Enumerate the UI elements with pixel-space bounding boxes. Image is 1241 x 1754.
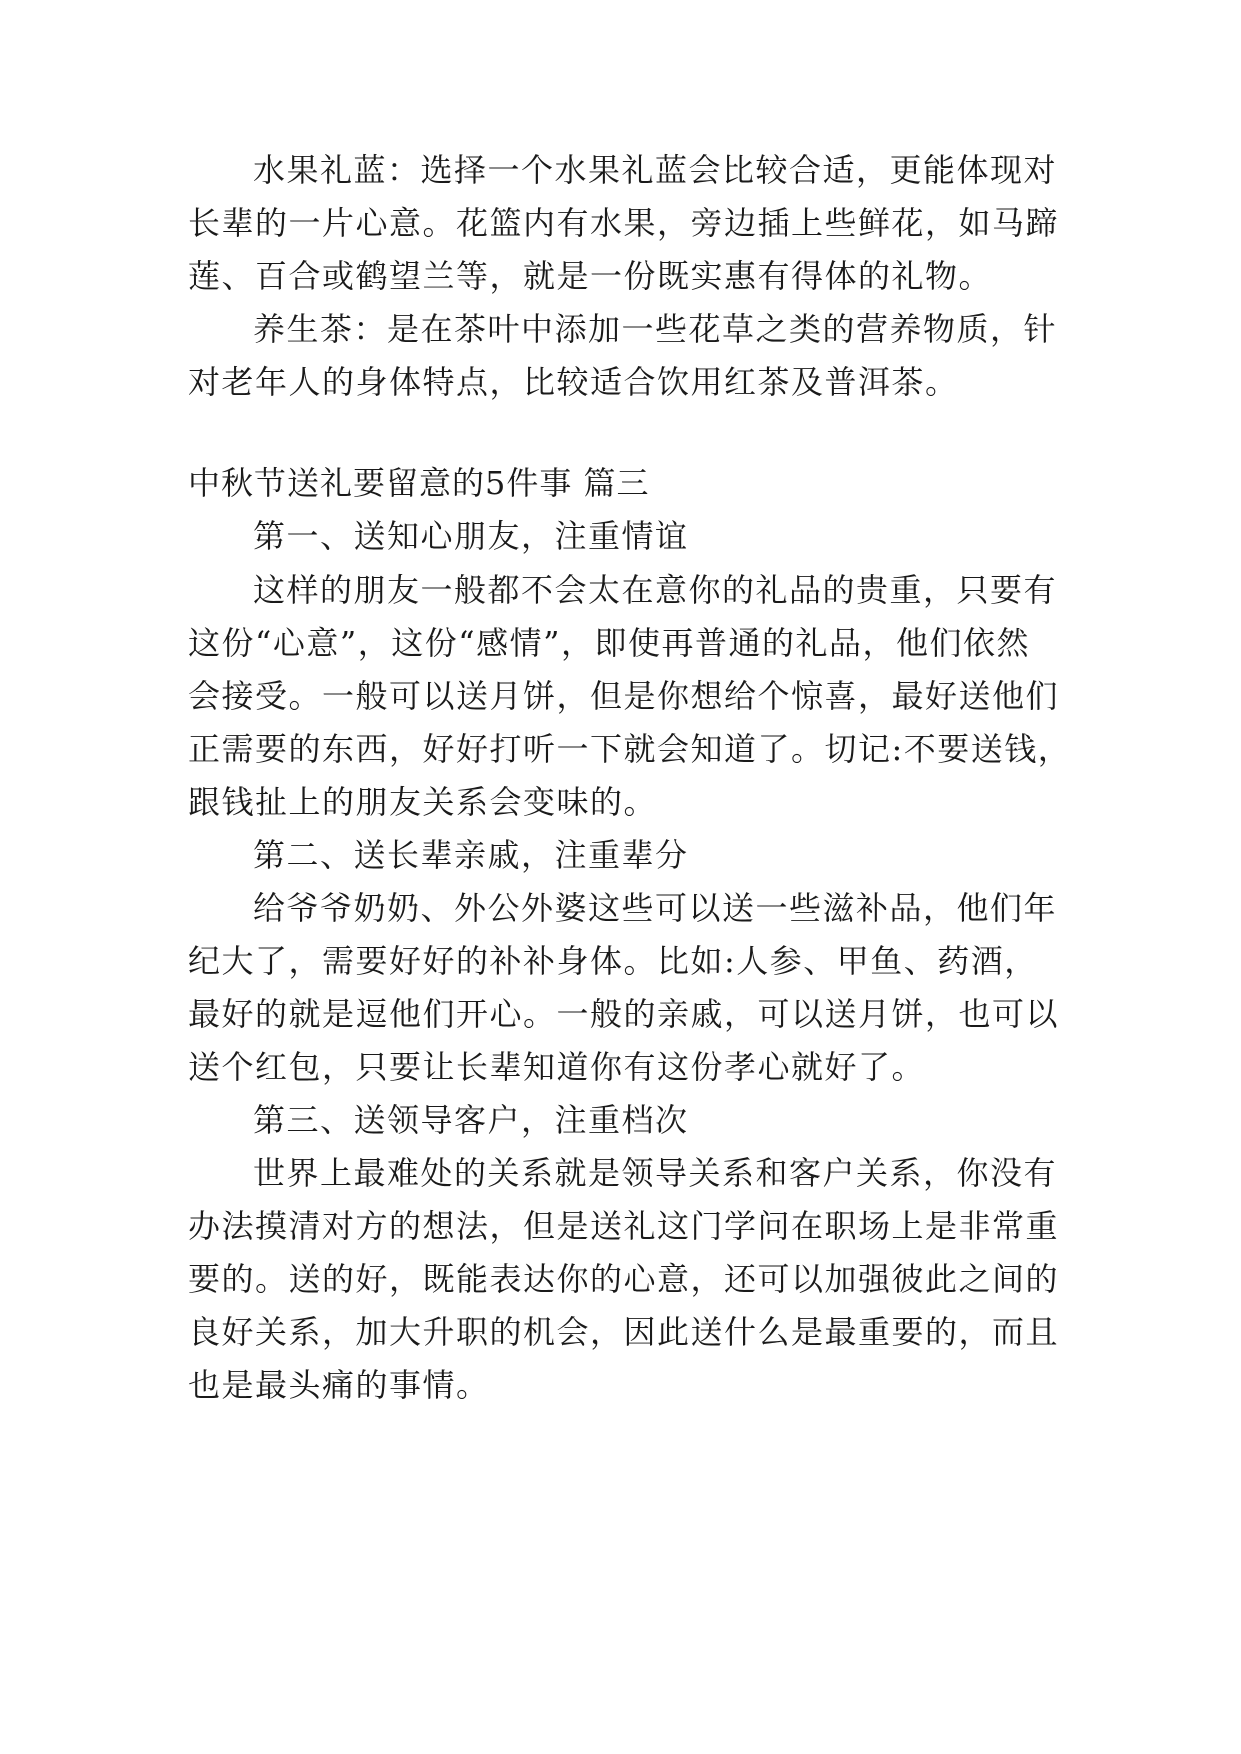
subsection-heading: 第一、送知心朋友，注重情谊 <box>253 517 689 555</box>
paragraph-line: 给爷爷奶奶、外公外婆这些可以送一些滋补品，他们年 <box>253 889 1058 927</box>
subsection-heading: 第三、送领导客户，注重档次 <box>253 1101 689 1139</box>
paragraph-line: 长辈的一片心意。花篮内有水果，旁边插上些鲜花，如马蹄 <box>188 204 1060 242</box>
paragraph-line: 良好关系，加大升职的机会，因此送什么是最重要的，而且 <box>188 1313 1060 1351</box>
paragraph-line: 最好的就是逗他们开心。一般的亲戚，可以送月饼，也可以 <box>188 995 1060 1033</box>
paragraph-line: 办法摸清对方的想法，但是送礼这门学问在职场上是非常重 <box>188 1207 1060 1245</box>
section-heading: 中秋节送礼要留意的5件事 篇三 <box>188 464 650 502</box>
paragraph-line: 水果礼蓝：选择一个水果礼蓝会比较合适，更能体现对 <box>253 151 1058 189</box>
paragraph-line: 纪大了，需要好好的补补身体。比如:人参、甲鱼、药酒， <box>188 942 1038 980</box>
paragraph-line: 会接受。一般可以送月饼，但是你想给个惊喜，最好送他们 <box>188 677 1060 715</box>
paragraph-line: 跟钱扯上的朋友关系会变味的。 <box>188 783 658 821</box>
subsection-heading: 第二、送长辈亲戚，注重辈分 <box>253 836 689 874</box>
paragraph-line: 这样的朋友一般都不会太在意你的礼品的贵重，只要有 <box>253 571 1058 609</box>
paragraph-line: 养生茶：是在茶叶中添加一些花草之类的营养物质，针 <box>253 310 1058 348</box>
paragraph-line: 世界上最难处的关系就是领导关系和客户关系，你没有 <box>253 1154 1058 1192</box>
paragraph-line: 莲、百合或鹤望兰等，就是一份既实惠有得体的礼物。 <box>188 257 993 295</box>
paragraph-line: 也是最头痛的事情。 <box>188 1366 490 1404</box>
paragraph-line: 这份“心意”，这份“感情”，即使再普通的礼品，他们依然 <box>188 624 1030 662</box>
paragraph-line: 送个红包，只要让长辈知道你有这份孝心就好了。 <box>188 1048 926 1086</box>
paragraph-line: 要的。送的好，既能表达你的心意，还可以加强彼此之间的 <box>188 1260 1060 1298</box>
paragraph-line: 对老年人的身体特点，比较适合饮用红茶及普洱茶。 <box>188 363 959 401</box>
paragraph-line: 正需要的东西，好好打听一下就会知道了。切记:不要送钱， <box>188 730 1072 768</box>
